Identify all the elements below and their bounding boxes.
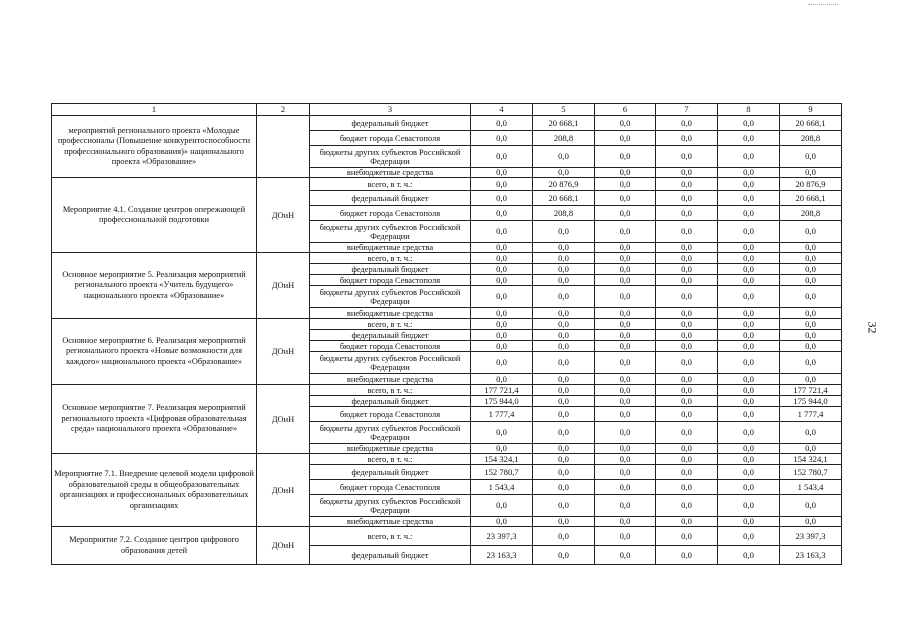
amount-cell: 0,0 (656, 221, 718, 243)
amount-cell: 0,0 (533, 168, 595, 178)
amount-cell: 0,0 (595, 286, 656, 308)
amount-cell: 0,0 (595, 116, 656, 131)
amount-cell: 0,0 (656, 465, 718, 480)
funding-source-cell: бюджеты других субъектов Российской Федерации (310, 146, 471, 168)
amount-cell: 0,0 (471, 517, 533, 527)
funding-source-cell: всего, в т. ч.: (310, 454, 471, 465)
header-row (52, 104, 842, 116)
amount-cell: 0,0 (533, 465, 595, 480)
amount-cell: 0,0 (718, 374, 780, 385)
funding-source-cell: бюджеты других субъектов Российской Федерации (310, 221, 471, 243)
amount-cell: 0,0 (595, 546, 656, 565)
funding-source-cell: федеральный бюджет (310, 465, 471, 480)
amount-cell: 0,0 (533, 330, 595, 341)
amount-cell: 0,0 (471, 422, 533, 444)
amount-cell: 0,0 (656, 168, 718, 178)
amount-cell: 0,0 (471, 131, 533, 146)
amount-cell: 0,0 (656, 495, 718, 517)
amount-cell: 0,0 (471, 286, 533, 308)
amount-cell: 0,0 (471, 495, 533, 517)
amount-cell: 0,0 (595, 253, 656, 264)
header-cell: 7 (656, 104, 718, 116)
amount-cell: 0,0 (595, 465, 656, 480)
amount-cell: 0,0 (471, 178, 533, 191)
amount-cell: 0,0 (718, 275, 780, 286)
amount-cell: 0,0 (718, 221, 780, 243)
funding-source-cell: бюджет города Севастополя (310, 206, 471, 221)
amount-cell: 0,0 (595, 330, 656, 341)
amount-cell: 0,0 (656, 275, 718, 286)
amount-cell: 20 668,1 (533, 191, 595, 206)
executor-cell: ДОиН (257, 178, 310, 253)
table-row (52, 385, 842, 396)
funding-source-cell: федеральный бюджет (310, 191, 471, 206)
amount-cell: 0,0 (718, 341, 780, 352)
amount-cell: 152 780,7 (780, 465, 842, 480)
funding-source-cell: внебюджетные средства (310, 308, 471, 319)
executor-cell: ДОиН (257, 253, 310, 319)
amount-cell: 0,0 (718, 330, 780, 341)
funding-source-cell: бюджет города Севастополя (310, 407, 471, 422)
amount-cell: 0,0 (780, 253, 842, 264)
amount-cell: 23 163,3 (471, 546, 533, 565)
amount-cell: 0,0 (656, 286, 718, 308)
amount-cell: 0,0 (718, 527, 780, 546)
amount-cell: 0,0 (780, 374, 842, 385)
amount-cell: 0,0 (780, 275, 842, 286)
amount-cell: 0,0 (471, 116, 533, 131)
amount-cell: 0,0 (718, 465, 780, 480)
amount-cell: 0,0 (656, 454, 718, 465)
amount-cell: 0,0 (471, 206, 533, 221)
header-cell: 8 (718, 104, 780, 116)
table-row (52, 527, 842, 546)
amount-cell: 0,0 (471, 308, 533, 319)
amount-cell: 0,0 (656, 191, 718, 206)
amount-cell: 0,0 (780, 286, 842, 308)
amount-cell: 177 721,4 (780, 385, 842, 396)
funding-source-cell: внебюджетные средства (310, 517, 471, 527)
amount-cell: 0,0 (533, 546, 595, 565)
amount-cell: 0,0 (780, 243, 842, 253)
amount-cell: 0,0 (533, 444, 595, 454)
amount-cell: 0,0 (656, 396, 718, 407)
funding-source-cell: федеральный бюджет (310, 116, 471, 131)
amount-cell: 0,0 (533, 275, 595, 286)
amount-cell: 0,0 (533, 253, 595, 264)
executor-cell: ДОиН (257, 319, 310, 385)
amount-cell: 23 397,3 (780, 527, 842, 546)
funding-source-cell: бюджет города Севастополя (310, 131, 471, 146)
funding-source-cell: бюджет города Севастополя (310, 480, 471, 495)
table-row (52, 319, 842, 330)
amount-cell: 0,0 (718, 286, 780, 308)
measure-name-cell: Основное мероприятие 6. Реализация мероприятий регионального проекта «Новые возможности для каждого» национального проекта «Образование» (52, 319, 257, 385)
amount-cell: 0,0 (471, 319, 533, 330)
amount-cell: 0,0 (595, 206, 656, 221)
amount-cell: 0,0 (718, 253, 780, 264)
amount-cell: 0,0 (656, 116, 718, 131)
amount-cell: 0,0 (471, 243, 533, 253)
amount-cell: 0,0 (718, 146, 780, 168)
amount-cell: 177 721,4 (471, 385, 533, 396)
table-body (52, 104, 842, 565)
amount-cell: 0,0 (656, 308, 718, 319)
header-cell: 1 (52, 104, 257, 116)
funding-source-cell: бюджет города Севастополя (310, 275, 471, 286)
amount-cell: 0,0 (780, 308, 842, 319)
amount-cell: 0,0 (595, 527, 656, 546)
amount-cell: 20 876,9 (780, 178, 842, 191)
amount-cell: 0,0 (656, 178, 718, 191)
measure-name-cell: Мероприятие 7.2. Создание центров цифрового образования детей (52, 527, 257, 565)
amount-cell: 1 543,4 (780, 480, 842, 495)
amount-cell: 0,0 (533, 527, 595, 546)
amount-cell: 0,0 (595, 221, 656, 243)
amount-cell: 0,0 (780, 264, 842, 275)
executor-cell: ДОиН (257, 454, 310, 527)
amount-cell: 154 324,1 (780, 454, 842, 465)
amount-cell: 0,0 (656, 264, 718, 275)
amount-cell: 0,0 (595, 131, 656, 146)
amount-cell: 0,0 (533, 243, 595, 253)
amount-cell: 0,0 (780, 517, 842, 527)
amount-cell: 0,0 (656, 422, 718, 444)
header-cell: 3 (310, 104, 471, 116)
amount-cell: 0,0 (656, 330, 718, 341)
amount-cell: 0,0 (595, 422, 656, 444)
amount-cell: 0,0 (595, 275, 656, 286)
funding-source-cell: внебюджетные средства (310, 168, 471, 178)
amount-cell: 0,0 (718, 396, 780, 407)
amount-cell: 0,0 (595, 374, 656, 385)
funding-source-cell: всего, в т. ч.: (310, 253, 471, 264)
amount-cell: 0,0 (718, 422, 780, 444)
executor-cell: ДОиН (257, 527, 310, 565)
amount-cell: 0,0 (533, 286, 595, 308)
budget-table (51, 103, 842, 565)
amount-cell: 0,0 (533, 480, 595, 495)
amount-cell: 0,0 (533, 146, 595, 168)
funding-source-cell: внебюджетные средства (310, 444, 471, 454)
amount-cell: 0,0 (471, 168, 533, 178)
funding-source-cell: федеральный бюджет (310, 396, 471, 407)
amount-cell: 0,0 (595, 517, 656, 527)
funding-source-cell: внебюджетные средства (310, 243, 471, 253)
amount-cell: 0,0 (656, 546, 718, 565)
amount-cell: 0,0 (656, 444, 718, 454)
amount-cell: 0,0 (595, 444, 656, 454)
amount-cell: 0,0 (533, 454, 595, 465)
amount-cell: 0,0 (780, 319, 842, 330)
amount-cell: 0,0 (471, 191, 533, 206)
amount-cell: 0,0 (656, 243, 718, 253)
amount-cell: 0,0 (718, 319, 780, 330)
amount-cell: 0,0 (718, 517, 780, 527)
amount-cell: 0,0 (533, 308, 595, 319)
amount-cell: 0,0 (656, 341, 718, 352)
amount-cell: 0,0 (780, 330, 842, 341)
amount-cell: 20 668,1 (780, 191, 842, 206)
amount-cell: 0,0 (718, 116, 780, 131)
amount-cell: 0,0 (533, 319, 595, 330)
amount-cell: 0,0 (780, 168, 842, 178)
amount-cell: 20 668,1 (533, 116, 595, 131)
amount-cell: 0,0 (471, 264, 533, 275)
amount-cell: 0,0 (471, 374, 533, 385)
amount-cell: 0,0 (780, 495, 842, 517)
amount-cell: 0,0 (780, 422, 842, 444)
funding-source-cell: федеральный бюджет (310, 264, 471, 275)
funding-source-cell: бюджеты других субъектов Российской Федерации (310, 422, 471, 444)
amount-cell: 208,8 (780, 206, 842, 221)
amount-cell: 1 777,4 (471, 407, 533, 422)
amount-cell: 0,0 (595, 243, 656, 253)
amount-cell: 0,0 (595, 454, 656, 465)
amount-cell: 0,0 (656, 319, 718, 330)
amount-cell: 0,0 (533, 374, 595, 385)
amount-cell: 0,0 (656, 352, 718, 374)
funding-source-cell: бюджеты других субъектов Российской Федерации (310, 286, 471, 308)
amount-cell: 0,0 (533, 264, 595, 275)
amount-cell: 0,0 (595, 407, 656, 422)
measure-name-cell: Основное мероприятие 5. Реализация мероприятий регионального проекта «Учитель будущего» национального проекта «Образование» (52, 253, 257, 319)
header-cell: 9 (780, 104, 842, 116)
amount-cell: 20 668,1 (780, 116, 842, 131)
amount-cell: 0,0 (595, 319, 656, 330)
amount-cell: 23 397,3 (471, 527, 533, 546)
amount-cell: 0,0 (595, 396, 656, 407)
measure-name-cell: Основное мероприятие 7. Реализация мероприятий регионального проекта «Цифровая образовательная среда» национального проекта «Образование» (52, 385, 257, 454)
amount-cell: 0,0 (718, 131, 780, 146)
funding-source-cell: всего, в т. ч.: (310, 319, 471, 330)
table-row (52, 116, 842, 131)
amount-cell: 0,0 (656, 253, 718, 264)
amount-cell: 0,0 (656, 480, 718, 495)
amount-cell: 0,0 (595, 168, 656, 178)
amount-cell: 20 876,9 (533, 178, 595, 191)
amount-cell: 0,0 (533, 352, 595, 374)
amount-cell: 0,0 (718, 444, 780, 454)
measure-name-cell: Мероприятие 7.1. Внедрение целевой модели цифровой образовательной среды в общеобразовательных организациях и профессиональных образовательных организациях (52, 454, 257, 527)
amount-cell: 0,0 (656, 146, 718, 168)
amount-cell: 0,0 (533, 407, 595, 422)
amount-cell: 0,0 (595, 191, 656, 206)
scan-mark (808, 0, 838, 5)
table-row (52, 178, 842, 191)
amount-cell: 154 324,1 (471, 454, 533, 465)
amount-cell: 0,0 (533, 385, 595, 396)
amount-cell: 0,0 (718, 407, 780, 422)
amount-cell: 175 944,0 (471, 396, 533, 407)
amount-cell: 0,0 (471, 275, 533, 286)
amount-cell: 0,0 (718, 264, 780, 275)
amount-cell: 0,0 (718, 495, 780, 517)
amount-cell: 0,0 (718, 546, 780, 565)
amount-cell: 0,0 (471, 146, 533, 168)
amount-cell: 0,0 (533, 495, 595, 517)
funding-source-cell: федеральный бюджет (310, 546, 471, 565)
amount-cell: 0,0 (595, 495, 656, 517)
amount-cell: 0,0 (656, 385, 718, 396)
executor-cell (257, 116, 310, 178)
amount-cell: 0,0 (595, 341, 656, 352)
funding-source-cell: внебюджетные средства (310, 374, 471, 385)
amount-cell: 0,0 (533, 517, 595, 527)
amount-cell: 0,0 (533, 221, 595, 243)
amount-cell: 23 163,3 (780, 546, 842, 565)
amount-cell: 0,0 (595, 480, 656, 495)
amount-cell: 0,0 (718, 243, 780, 253)
amount-cell: 0,0 (471, 341, 533, 352)
measure-name-cell: Мероприятие 4.1. Создание центров опережающей профессиональной подготовки (52, 178, 257, 253)
funding-source-cell: федеральный бюджет (310, 330, 471, 341)
amount-cell: 0,0 (656, 517, 718, 527)
amount-cell: 0,0 (595, 264, 656, 275)
amount-cell: 0,0 (718, 308, 780, 319)
amount-cell: 0,0 (471, 352, 533, 374)
funding-source-cell: всего, в т. ч.: (310, 527, 471, 546)
amount-cell: 0,0 (780, 341, 842, 352)
amount-cell: 0,0 (471, 330, 533, 341)
measure-name-cell: мероприятий регионального проекта «Молодые профессионалы (Повышение конкурентоспособности профессионального образования)» национального проекта «Образование» (52, 116, 257, 178)
header-cell: 5 (533, 104, 595, 116)
amount-cell: 0,0 (718, 191, 780, 206)
amount-cell: 152 780,7 (471, 465, 533, 480)
amount-cell: 0,0 (656, 527, 718, 546)
amount-cell: 0,0 (656, 374, 718, 385)
amount-cell: 0,0 (471, 444, 533, 454)
amount-cell: 0,0 (533, 396, 595, 407)
amount-cell: 0,0 (718, 385, 780, 396)
amount-cell: 0,0 (595, 352, 656, 374)
executor-cell: ДОиН (257, 385, 310, 454)
page-number: 32 (865, 321, 880, 334)
amount-cell: 0,0 (718, 352, 780, 374)
amount-cell: 0,0 (656, 131, 718, 146)
funding-source-cell: бюджеты других субъектов Российской Федерации (310, 352, 471, 374)
amount-cell: 0,0 (718, 168, 780, 178)
amount-cell: 0,0 (718, 480, 780, 495)
amount-cell: 0,0 (533, 341, 595, 352)
funding-source-cell: всего, в т. ч.: (310, 385, 471, 396)
amount-cell: 0,0 (471, 253, 533, 264)
amount-cell: 0,0 (780, 221, 842, 243)
amount-cell: 0,0 (718, 206, 780, 221)
amount-cell: 1 543,4 (471, 480, 533, 495)
amount-cell: 175 944,0 (780, 396, 842, 407)
amount-cell: 1 777,4 (780, 407, 842, 422)
header-cell: 4 (471, 104, 533, 116)
amount-cell: 0,0 (595, 308, 656, 319)
header-cell: 6 (595, 104, 656, 116)
table-row (52, 253, 842, 264)
table-row (52, 454, 842, 465)
amount-cell: 0,0 (595, 146, 656, 168)
amount-cell: 0,0 (595, 178, 656, 191)
amount-cell: 0,0 (780, 146, 842, 168)
amount-cell: 0,0 (595, 385, 656, 396)
funding-source-cell: всего, в т. ч.: (310, 178, 471, 191)
amount-cell: 208,8 (780, 131, 842, 146)
amount-cell: 0,0 (656, 407, 718, 422)
amount-cell: 0,0 (780, 352, 842, 374)
funding-source-cell: бюджет города Севастополя (310, 341, 471, 352)
amount-cell: 208,8 (533, 131, 595, 146)
funding-source-cell: бюджеты других субъектов Российской Федерации (310, 495, 471, 517)
amount-cell: 0,0 (533, 422, 595, 444)
amount-cell: 0,0 (780, 444, 842, 454)
amount-cell: 0,0 (718, 178, 780, 191)
amount-cell: 0,0 (718, 454, 780, 465)
header-cell: 2 (257, 104, 310, 116)
amount-cell: 0,0 (656, 206, 718, 221)
amount-cell: 0,0 (471, 221, 533, 243)
amount-cell: 208,8 (533, 206, 595, 221)
